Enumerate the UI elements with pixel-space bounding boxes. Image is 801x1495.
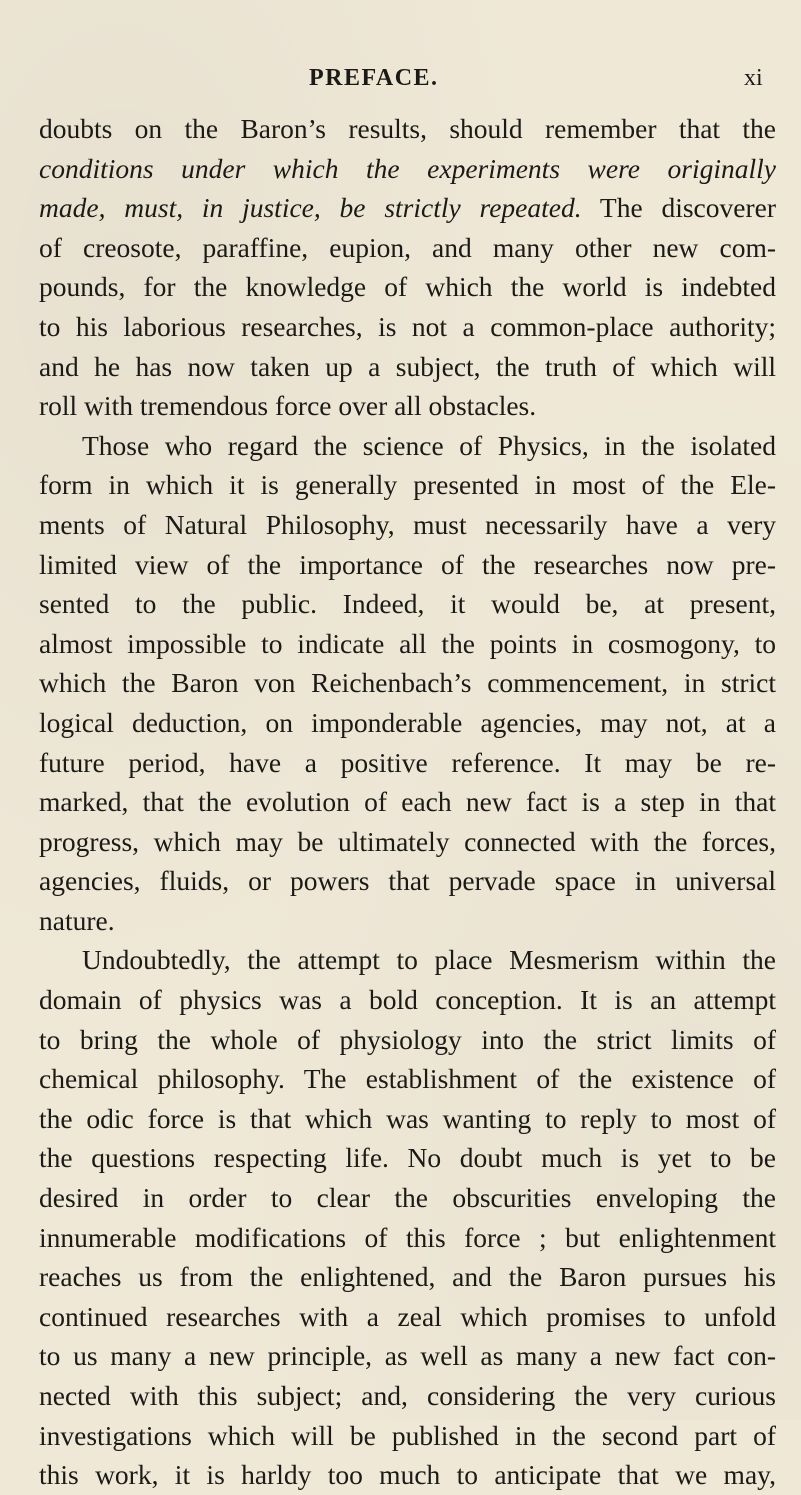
body-text [39,109,776,1495]
text-line-22: Undoubtedly, the attempt to place Mesmerism within the [82,944,776,976]
text-line-25: chemical philosophy. The establishment of the existence of [39,1063,776,1095]
text-line-31: continued researches with a zeal which promises to unfold [39,1300,776,1332]
italic-phrase: conditions under which the experiments were originally [39,152,776,184]
text-line-16: logical deduction, on imponderable agencies, may not, at a [39,706,776,738]
text-line-29: innumerable modifications of this force ; but enlightenment [39,1221,776,1253]
text-line-21: nature. [39,904,115,936]
text-line-15: which the Baron von Reichenbach’s commencement, in strict [39,667,776,699]
text-line-30: reaches us from the enlightened, and the Baron pursues his [39,1261,776,1293]
text-line-17: future period, have a positive reference. It may be re- [39,746,776,778]
text-line-8: roll with tremendous force over all obstacles. [39,390,537,422]
text-line-24: to bring the whole of physiology into the strict limits of [39,1023,776,1055]
text-line-20: agencies, fluids, or powers that pervade space in universal [39,865,776,897]
page-number: xi [744,65,763,91]
text-line-6: to his laborious researches, is not a common-place authority; [39,310,776,342]
text-line-11: ments of Natural Philosophy, must necessarily have a very [39,508,776,540]
text-line-2 [39,149,776,189]
running-head [0,62,801,94]
roman-phrase: The discoverer [581,192,776,224]
text-line-26: the odic force is that which was wanting to reply to most of [39,1102,776,1134]
text-line-1: doubts on the Baron’s results, should remember that the [39,113,776,144]
text-line-28: desired in order to clear the obscurities enveloping the [39,1182,776,1214]
text-line-9: Those who regard the science of Physics, in the isolated [82,429,776,461]
text-line-14: almost impossible to indicate all the points in cosmogony, to [39,627,776,659]
text-line-32: to us many a new principle, as well as many a new fact con- [39,1340,776,1372]
text-line-19: progress, which may be ultimately connected with the forces, [39,825,776,857]
text-line-35: this work, it is harldy too much to anticipate that we may, [39,1459,776,1491]
text-line-23: domain of physics was a bold conception. It is an attempt [39,984,776,1016]
running-title: PREFACE. [309,65,439,91]
text-line-5: pounds, for the knowledge of which the world is indebted [39,271,776,303]
text-line-34: investigations which will be published in the second part of [39,1419,776,1451]
text-line-3 [39,188,776,228]
text-line-4: of creosote, paraffine, eupion, and many other new com- [39,231,776,263]
text-line-7: and he has now taken up a subject, the truth of which will [39,350,776,382]
text-line-18: marked, that the evolution of each new fact is a step in that [39,786,776,818]
text-line-10: form in which it is generally presented in most of the Ele- [39,469,776,501]
text-line-13: sented to the public. Indeed, it would be, at present, [39,588,776,620]
text-line-12: limited view of the importance of the researches now pre- [39,548,776,580]
text-line-27: the questions respecting life. No doubt much is yet to be [39,1142,776,1174]
text-line-33: nected with this subject; and, considering the very curious [39,1380,776,1411]
italic-phrase: made, must, in justice, be strictly repeated. [39,192,582,224]
